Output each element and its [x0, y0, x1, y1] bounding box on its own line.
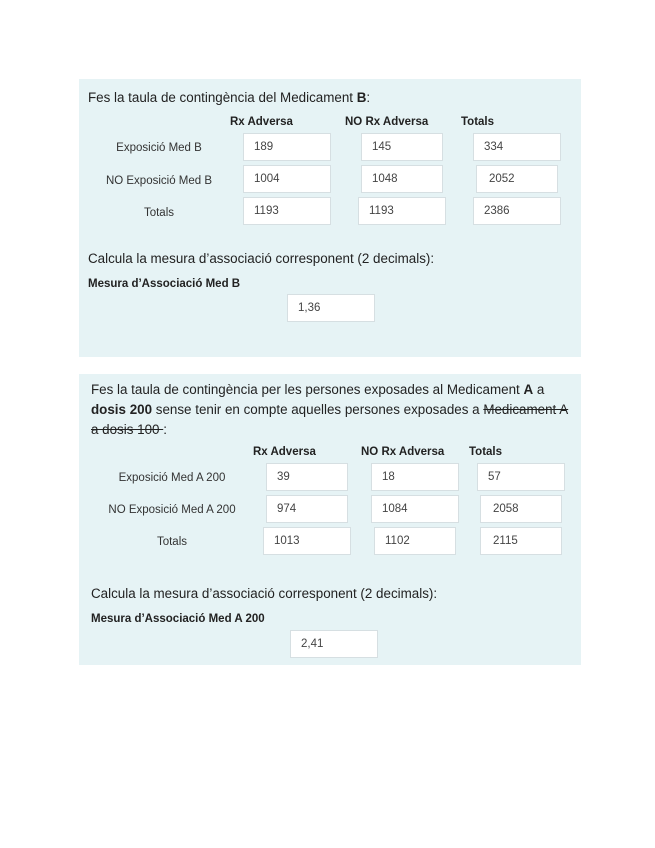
row-label: NO Exposició Med A 200 [108, 504, 236, 516]
panel-intro [91, 380, 573, 440]
table-cell-input[interactable]: 39 [266, 463, 348, 491]
intro-text-2: a [533, 382, 545, 397]
table-cell-input[interactable]: 1048 [361, 165, 443, 193]
row-label: Exposició Med A 200 [118, 472, 226, 484]
table-cell-input[interactable]: 334 [473, 133, 561, 161]
col-header-rx-adversa: Rx Adversa [253, 446, 316, 458]
table-cell-input[interactable]: 1013 [263, 527, 351, 555]
col-header-rx-adversa: Rx Adversa [230, 116, 293, 128]
table-cell-input[interactable]: 2052 [476, 165, 558, 193]
col-header-totals: Totals [469, 446, 503, 458]
table-cell-input[interactable]: 18 [371, 463, 459, 491]
table-cell-input[interactable]: 1102 [374, 527, 456, 555]
table-cell-input[interactable]: 145 [361, 133, 443, 161]
col-header-no-rx-adversa: NO Rx Adversa [345, 116, 429, 128]
col-header-totals: Totals [461, 116, 495, 128]
intro-suffix: : [366, 90, 371, 105]
table-cell-input[interactable]: 1193 [358, 197, 446, 225]
table-cell-input[interactable]: 2386 [473, 197, 561, 225]
row-label: NO Exposició Med B [105, 175, 213, 187]
measure-input[interactable]: 2,41 [290, 630, 378, 658]
intro-text: Fes la taula de contingència del Medicament [88, 90, 357, 105]
intro-text-3: sense tenir en compte aquelles persones exposades a [152, 402, 484, 417]
table-cell-input[interactable]: 1004 [243, 165, 331, 193]
intro-text: Fes la taula de contingència per les persones exposades al Medicament [91, 382, 524, 397]
table-cell-input[interactable]: 2058 [480, 495, 562, 523]
measure-input[interactable]: 1,36 [287, 294, 375, 322]
row-label: Totals [156, 536, 188, 548]
table-cell-input[interactable]: 974 [266, 495, 348, 523]
panel-intro [88, 90, 370, 105]
col-header-no-rx-adversa: NO Rx Adversa [361, 446, 445, 458]
intro-bold: B [356, 90, 367, 105]
table-cell-input[interactable]: 189 [243, 133, 331, 161]
question-panel-med-b [79, 79, 581, 357]
measure-label: Mesura d’Associació Med A 200 [91, 613, 265, 625]
table-cell-input[interactable]: 2115 [480, 527, 562, 555]
question-panel-med-a-200 [79, 374, 581, 665]
table-cell-input[interactable]: 1084 [371, 495, 459, 523]
intro-end: : [163, 422, 167, 437]
table-cell-input[interactable]: 57 [477, 463, 565, 491]
question-text: Calcula la mesura d’associació corresponent (2 decimals): [88, 251, 435, 266]
measure-label: Mesura d’Associació Med B [88, 278, 241, 290]
row-label: Exposició Med B [116, 142, 202, 154]
intro-bold-dosis: dosis 200 [91, 402, 153, 417]
row-label: Totals [143, 207, 175, 219]
question-text: Calcula la mesura d’associació corresponent (2 decimals): [91, 586, 438, 601]
intro-struck-text: Medicament A a dosis 100 [91, 402, 569, 437]
table-cell-input[interactable]: 1193 [243, 197, 331, 225]
intro-bold-a: A [523, 382, 534, 397]
